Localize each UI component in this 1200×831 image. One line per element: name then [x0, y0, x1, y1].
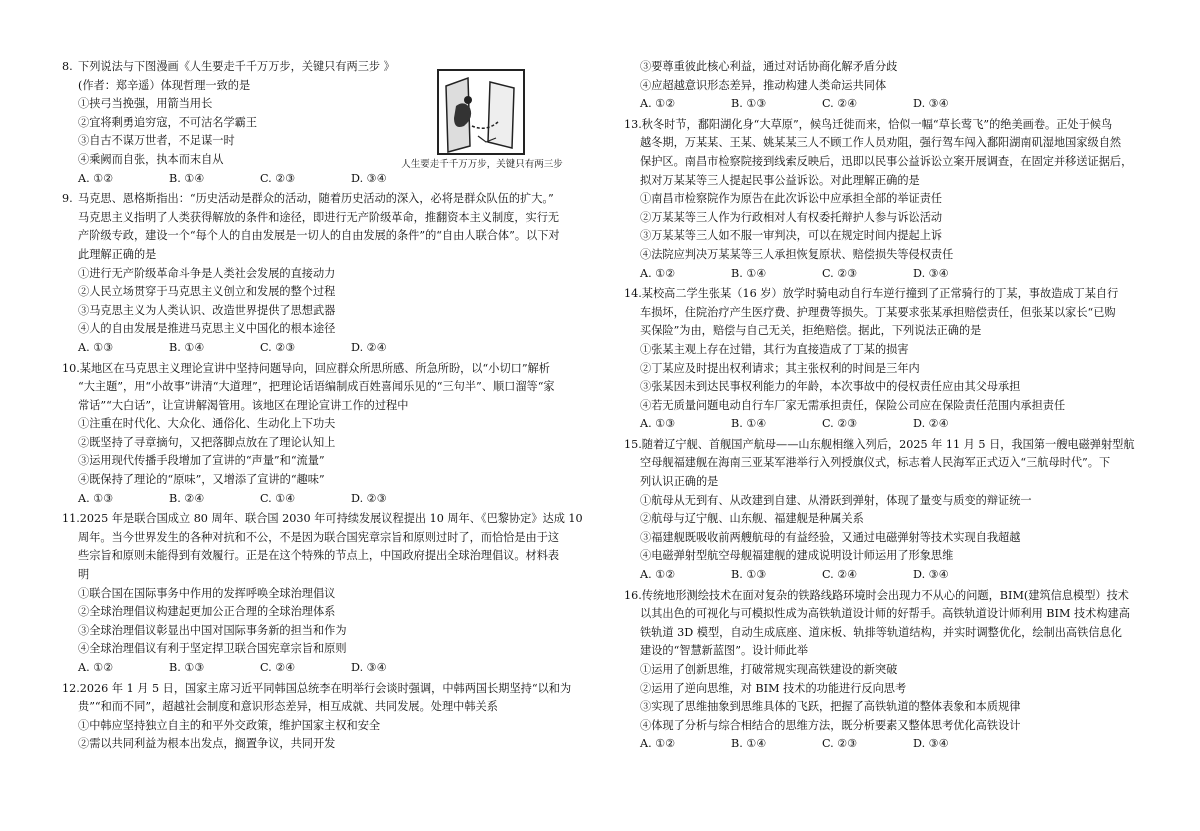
statement-item: ③万某某等三人如不服一审判决，可以在规定时间内提起上诉: [640, 229, 943, 243]
statement-item: ①张某主观上存在过错，其行为直接造成了丁某的损害: [640, 342, 909, 356]
question-number: 13.: [624, 117, 642, 131]
statement-item: ②全球治理倡议构建起更加公正合理的全球治理体系: [78, 605, 336, 619]
statement-item: ①中韩应坚持独立自主的和平外交政策，维护国家主权和安全: [78, 718, 381, 732]
answer-option[interactable]: B. ①④: [731, 266, 767, 280]
question-stem-line: 越冬期，万某某、王某、姚某某三人不顾工作人员劝阻，强行驾车闯入鄱阳湖南矶湿地国家级自然: [640, 136, 1122, 150]
answer-option[interactable]: C. ②③: [260, 171, 296, 185]
answer-options: [62, 659, 582, 678]
statement-item: ④体现了分析与综合相结合的思维方法，既分析要素又整体思考优化高铁设计: [640, 718, 1021, 732]
answer-option[interactable]: B. ①③: [731, 97, 767, 111]
question-stem-line: 明: [78, 568, 90, 582]
cartoon-illustration: [398, 66, 566, 176]
question-stem-line: 2026 年 1 月 5 日，国家主席习近平同韩国总统李在明举行会谈时强调，中韩两国长期坚持“以和为: [79, 681, 572, 695]
answer-option[interactable]: B. ①③: [731, 568, 767, 582]
question-stem-line: 保护区。南昌市检察院接到线索反映后，迅即以民事公益诉讼立案开展调查，在固定并移送证据后，: [640, 154, 1133, 168]
question-number: 12.: [62, 681, 80, 695]
statement-item: ④全球治理倡议有利于坚定捍卫联合国宪章宗旨和原则: [78, 642, 347, 656]
question-stem-line: 建设的“智慧新蓝图”。设计师此举: [640, 644, 809, 658]
question-stem-line: 以其出色的可视化与可模拟性成为高铁轨道设计师的好帮手。高铁轨道设计师利用 BIM 技术构建高: [640, 607, 1130, 621]
question-stem-line: 贵”“和而不同”，超越社会制度和意识形态差异，相互成就、共同发展。处理中韩关系: [78, 700, 498, 714]
question-9: [62, 190, 582, 357]
statement-item: ①运用了创新思维，打破常规实现高铁建设的新突破: [640, 663, 898, 676]
answer-options: [624, 735, 1148, 754]
statement-item: ③福建舰既吸收前两艘航母的有益经验，又通过电磁弹射等技术实现自我超越: [640, 530, 1021, 544]
statement-item: ③运用现代传播手段增加了宣讲的“声量”和“流量”: [78, 454, 325, 468]
question-stem-line: 买保险”为由，赔偿与自己无关，拒绝赔偿。据此，下列说法正确的是: [640, 324, 982, 338]
statement-item: ②万某某等三人作为行政相对人有权委托辩护人参与诉讼活动: [640, 210, 943, 224]
statement-item: ④乘阙而自张，执本而末自从: [78, 152, 224, 166]
statement-item: ③要尊重彼此核心利益，通过对话协商化解矛盾分歧: [640, 60, 898, 73]
answer-options: [624, 566, 1148, 585]
question-13: [624, 116, 1148, 283]
statement-item: ①联合国在国际事务中作用的发挥呼唤全球治理倡议: [78, 586, 336, 600]
question-stem-line: “大主题”，用“小故事”讲清“大道理”，把理论话语编制成百姓喜闻乐见的“三句半”、顺口溜等“家: [78, 380, 555, 394]
question-number: 11.: [62, 512, 80, 526]
answer-option[interactable]: D. ③④: [913, 97, 949, 111]
answer-option[interactable]: A. ①②: [78, 661, 114, 674]
answer-option[interactable]: A. ①②: [640, 737, 676, 751]
answer-option[interactable]: C. ②③: [260, 340, 296, 354]
answer-option[interactable]: D. ③④: [913, 568, 949, 582]
answer-option[interactable]: B. ②④: [169, 491, 205, 505]
statement-item: ①进行无产阶级革命斗争是人类社会发展的直接动力: [78, 266, 336, 280]
answer-option[interactable]: D. ③④: [351, 661, 387, 674]
question-number: 9.: [62, 192, 73, 206]
question-15: [624, 436, 1148, 585]
statement-item: ①航母从无到有、从改建到自建、从滑跃到弹射，体现了量变与质变的辩证统一: [640, 493, 1032, 507]
answer-option[interactable]: C. ②④: [260, 661, 296, 674]
statement-item: ③全球治理倡议彰显出中国对国际事务新的担当和作为: [78, 623, 347, 637]
statement-item: ③自古不谋万世者，不足谋一时: [78, 134, 235, 148]
answer-options: [62, 339, 582, 358]
answer-option[interactable]: C. ①④: [260, 491, 296, 505]
answer-option[interactable]: B. ①④: [731, 417, 767, 431]
right-column: [624, 58, 1148, 754]
question-number: 14.: [624, 287, 642, 301]
answer-option[interactable]: A. ①③: [640, 417, 676, 431]
question-number: 15.: [624, 437, 642, 451]
answer-option[interactable]: B. ①③: [169, 661, 205, 674]
statement-item: ③张某因未到达民事权利能力的年龄，本次事故中的侵权责任应由其父母承担: [640, 380, 1021, 394]
statement-item: ②丁某应及时提出权利请求；其主张权利的时间是三年内: [640, 361, 920, 375]
question-stem-line: 传统地形测绘技术在面对复杂的铁路线路环境时会出现力不从心的问题，BIM(建筑信息模型）技术: [641, 588, 1129, 602]
answer-options: [624, 265, 1148, 284]
answer-option[interactable]: A. ①②: [640, 568, 676, 582]
question-stem-line: (作者：郑辛遥）体现哲理一致的是: [78, 78, 251, 92]
question-stem-line: 秋冬时节，鄱阳湖化身“大草原”，候鸟迁徙而来，恰似一幅“草长莺飞”的绝美画卷。正处于候鸟: [641, 117, 1113, 131]
answer-option[interactable]: D. ②④: [913, 417, 949, 431]
statement-item: ④既保持了理论的“原味”，又增添了宣讲的“趣味”: [78, 473, 325, 487]
statement-item: ④若无质量问题电动自行车厂家无需承担责任，保险公司应在保险责任范围内承担责任: [640, 398, 1066, 412]
question-stem-line: 马克思主义指明了人类获得解放的条件和途径，即进行无产阶级革命，推翻资本主义制度，实行无: [78, 210, 560, 224]
question-stem-line: 些宗旨和原则未能得到有效履行。正是在这个特殊的节点上，中国政府提出全球治理倡议。材料表: [78, 549, 560, 563]
statement-item: ④电磁弹射型航空母舰福建舰的建成说明设计师运用了形象思维: [640, 549, 954, 563]
question-number: 10.: [62, 361, 80, 375]
answer-option[interactable]: A. ①②: [640, 266, 676, 280]
question-stem-line: 常话”“大白话”，让宣讲解渴管用。该地区在理论宣讲工作的过程中: [78, 398, 409, 412]
question-14: [624, 285, 1148, 434]
question-12: [62, 680, 582, 754]
answer-options: [624, 95, 1148, 114]
answer-option[interactable]: B. ①④: [169, 340, 205, 354]
answer-option[interactable]: B. ①④: [731, 737, 767, 751]
question-stem-line: 随着辽宁舰、首舰国产航母——山东舰相继入列后，2025 年 11 月 5 日，我国第一艘电磁弹射型航: [641, 437, 1135, 451]
answer-option[interactable]: C. ②③: [822, 266, 858, 280]
statement-item: ④法院应判决万某某等三人承担恢复原状、赔偿损失等侵权责任: [640, 247, 954, 261]
answer-option[interactable]: D. ③④: [913, 266, 949, 280]
question-stem-line: 某地区在马克思主义理论宣讲中坚持问题导向，回应群众所思所感、所急所盼，以“小切口”解析: [79, 361, 550, 375]
answer-options: [624, 415, 1148, 434]
statement-item: ①南昌市检察院作为原告在此次诉讼中应承担全部的举证责任: [640, 192, 943, 206]
cartoon-drawing-icon: [398, 66, 566, 158]
question-11: [62, 510, 582, 677]
question-continued: [624, 58, 1148, 114]
answer-options: [62, 490, 582, 509]
statement-item: ②宜将剩勇追穷寇，不可沽名学霸王: [78, 115, 258, 129]
answer-option[interactable]: C. ②③: [822, 417, 858, 431]
question-number: 16.: [624, 588, 642, 602]
answer-option[interactable]: C. ②④: [822, 568, 858, 582]
statement-item: ③马克思主义为人类认识、改造世界提供了思想武器: [78, 303, 336, 317]
question-number: 8.: [62, 60, 73, 73]
statement-item: ③实现了思维抽象到思维具体的飞跃，把握了高铁轨道的整体表象和本质规律: [640, 700, 1021, 714]
answer-option[interactable]: C. ②③: [822, 737, 858, 751]
question-stem-line: 列认识正确的是: [640, 475, 719, 489]
answer-option[interactable]: C. ②④: [822, 97, 858, 111]
statement-item: ②既坚持了寻章摘句，又把落脚点放在了理论认知上: [78, 435, 336, 449]
answer-option[interactable]: A. ①③: [78, 491, 114, 505]
answer-option[interactable]: D. ③④: [351, 171, 387, 185]
statement-item: ②人民立场贯穿于马克思主义创立和发展的整个过程: [78, 285, 336, 299]
question-stem-line: 2025 年是联合国成立 80 周年、联合国 2030 年可持续发展议程提出 10 周年、《巴黎协定》达成 10: [79, 512, 583, 526]
answer-option[interactable]: B. ①④: [169, 171, 205, 185]
cartoon-caption: 人生要走千千万万步，关键只有两三步: [401, 159, 563, 170]
question-stem-line: 铁轨道 3D 模型，自动生成底座、道床板、轨排等轨道结构，并实时调整优化，绘制出高铁信息化: [640, 625, 1122, 639]
answer-option[interactable]: D. ②④: [351, 340, 387, 354]
statement-item: ①挟弓当挽强，用箭当用长: [78, 97, 213, 111]
question-stem-line: 空母舰福建舰在海南三亚某军港举行入列授旗仪式，标志着人民海军正式迈入“三航母时代”。下: [640, 456, 1111, 470]
question-stem-line: 车损坏，住院治疗产生医疗费、护理费等损失。丁某要求张某承担赔偿责任，但张某以家长“已购: [640, 305, 1116, 319]
statement-item: ④应超越意识形态差异，推动构建人类命运共同体: [640, 78, 887, 92]
question-stem-line: 周年。当今世界发生的各种对抗和不公，不是因为联合国宪章宗旨和原则过时了，而恰恰是由于这: [78, 530, 560, 544]
statement-item: ④人的自由发展是推进马克思主义中国化的根本途径: [78, 322, 336, 336]
statement-item: ②航母与辽宁舰、山东舰、福建舰是种属关系: [640, 512, 864, 526]
question-stem-line: 产阶级专政，建设一个“每个人的自由发展是一切人的自由发展的条件”的“自由人联合体”。以下对: [78, 229, 560, 243]
question-stem-line: 此理解正确的是: [78, 247, 157, 261]
answer-option[interactable]: A. ①②: [640, 97, 676, 111]
question-10: [62, 360, 582, 509]
answer-option[interactable]: D. ②③: [351, 491, 387, 505]
question-stem-line: 拟对万某某等三人提起民事公益诉讼。对此理解正确的是: [640, 173, 920, 187]
question-stem-line: 马克思、恩格斯指出：“历史活动是群众的活动，随着历史活动的深入，必将是群众队伍的扩大。”: [78, 192, 554, 206]
question-16: [624, 587, 1148, 754]
statement-item: ②运用了逆向思维，对 BIM 技术的功能进行反向思考: [640, 681, 907, 695]
answer-option[interactable]: A. ①③: [78, 340, 114, 354]
question-stem-line: 下列说法与下图漫画《人生要走千千万万步，关键只有两三步 》: [78, 60, 395, 73]
answer-option[interactable]: D. ③④: [913, 737, 949, 751]
answer-option[interactable]: A. ①②: [78, 171, 114, 185]
statement-item: ②需以共同利益为根本出发点，搁置争议，共同开发: [78, 737, 336, 751]
question-stem-line: 某校高二学生张某（16 岁）放学时骑电动自行车逆行撞到了正常骑行的丁某，事故造成丁某自行: [641, 287, 1119, 301]
statement-item: ①注重在时代化、大众化、通俗化、生动化上下功夫: [78, 417, 336, 431]
